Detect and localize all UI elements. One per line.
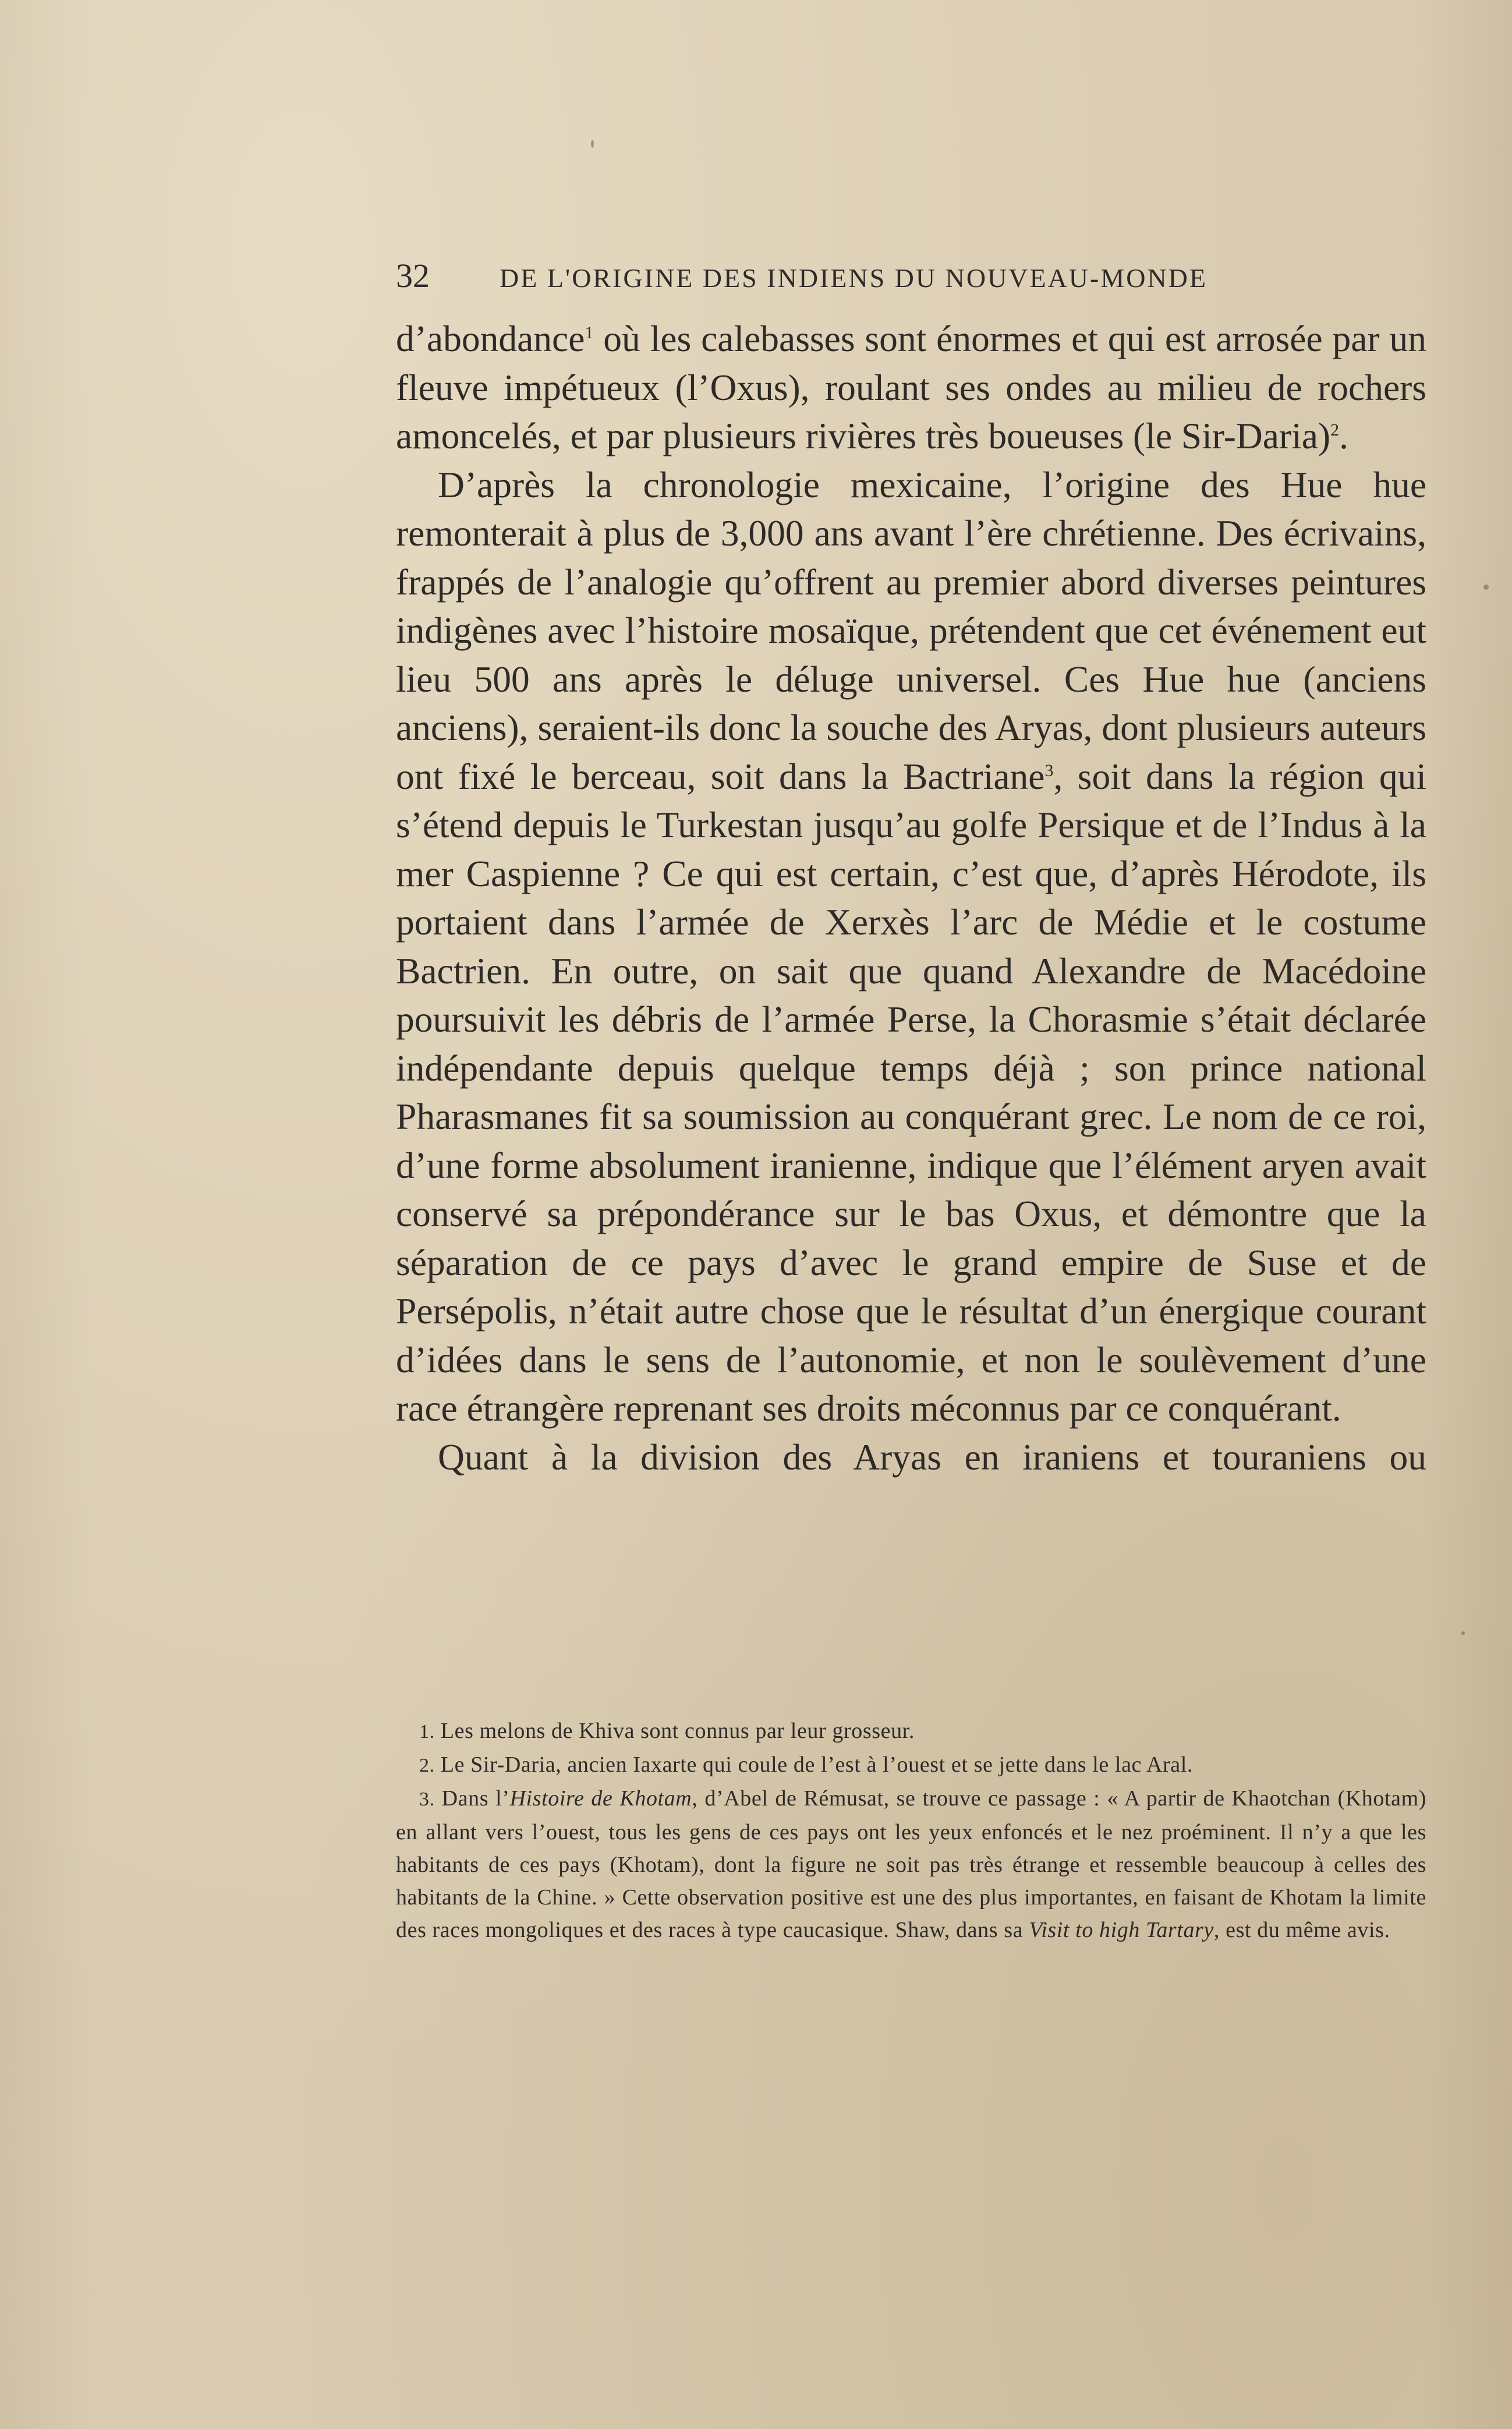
footnote-number: 1.: [419, 1721, 435, 1743]
book-title: Visit to high Tartary: [1029, 1918, 1214, 1942]
text-run: .: [1339, 415, 1348, 456]
paper-speck: [1483, 585, 1489, 590]
footnote-text: Dans l’: [434, 1786, 510, 1811]
footnote-number: 3.: [419, 1789, 435, 1810]
paragraph-1: [396, 314, 1426, 461]
footnote-text: Les melons de Khiva sont connus par leur grosseur.: [434, 1719, 915, 1743]
footnote-number: 2.: [419, 1755, 435, 1776]
footnote-2: [396, 1748, 1426, 1782]
text-run: où les calebasses sont énormes et qui est arrosée par un fleuve impétueux (l’Oxus), roulant ses ondes au milieu de rochers amoncelés, et par plusieurs rivières très boueuses (le Sir-Daria): [396, 318, 1426, 456]
footnote-text: Le Sir-Daria, ancien Iaxarte qui coule de l’est à l’ouest et se jette dans le lac Aral.: [434, 1752, 1194, 1777]
text-run: , soit dans la région qui s’étend depuis le Turkestan jusqu’au golfe Persique et de l’Indus à la mer Caspienne ? Ce qui est certain, c’est que, d’après Hérodote, ils portaient dans l’armée de Xerxès l’arc de Médie et le costume Bactrien. En outre, on sait que quand Alexandre de Macédoine poursuivit les débris de l’armée Perse, la Chorasmie s’était déclarée indépendante depuis quelque temps déjà ; son prince national Pharasmanes fit sa soumission au conquérant grec. Le nom de ce roi, d’une forme absolument iranienne, indique que l’élément aryen avait conservé sa prépondérance sur le bas Oxus, et démontre que la séparation de ce pays d’avec le grand empire de Suse et de Persépolis, n’était autre chose que le résultat d’un énergique courant d’idées dans le sens de l’autonomie, et non le soulèvement d’une race étrangère reprenant ses droits méconnus par ce conquérant.: [396, 755, 1426, 1429]
footnote-1: [396, 1715, 1426, 1748]
footnote-3: [396, 1782, 1426, 1946]
footnote-text: , est du même avis.: [1213, 1918, 1390, 1942]
book-title: Histoire de Khotam: [509, 1786, 692, 1811]
paragraph-3: [396, 1433, 1426, 1482]
body-text: [396, 314, 1426, 1481]
text-run: D’après la chronologie mexicaine, l’origine des Hue hue remonterait à plus de 3,000 ans avant l’ère chrétienne. Des écrivains, frappés de l’analogie qu’offrent au premier abord diverses peintures indigènes avec l’histoire mosaïque, prétendent que cet événement eut lieu 500 ans après le déluge universel. Ces Hue hue (anciens anciens), seraient-ils donc la souche des Aryas, dont plusieurs auteurs ont fixé le berceau, soit dans la Bactriane: [396, 463, 1426, 797]
text-run: Quant à la division des Aryas en iraniens et touraniens ou: [438, 1436, 1426, 1478]
running-title: DE L'ORIGINE DES INDIENS DU NOUVEAU-MONDE: [500, 263, 1208, 293]
footnote-ref-1: 1: [585, 323, 594, 342]
footnote-ref-3: 3: [1044, 760, 1054, 780]
paper-speck: [591, 140, 594, 148]
footnote-ref-2: 2: [1330, 420, 1340, 440]
paragraph-2: [396, 461, 1426, 1433]
page-header: [396, 256, 1426, 303]
page-number: 32: [396, 257, 430, 295]
footnotes: [396, 1715, 1426, 1946]
text-run: d’abondance: [396, 318, 585, 359]
paper-speck: [1461, 1631, 1465, 1635]
footnote-text: , d’Abel de Rémusat, se trouve ce passage : « A partir de Khaotchan (Khotam) en allant vers l’ouest, tous les gens de ces pays ont les yeux enfoncés et le nez proéminent. Il n’y a que les habitants de ces pays (Khotam), dont la figure ne soit pas très étrange et ressemble beaucoup à celles des habitants de la Chine. » Cette observation positive est une des plus importantes, en faisant de Khotam la limite des races mongoliques et des races à type caucasique. Shaw, dans sa: [396, 1786, 1426, 1942]
